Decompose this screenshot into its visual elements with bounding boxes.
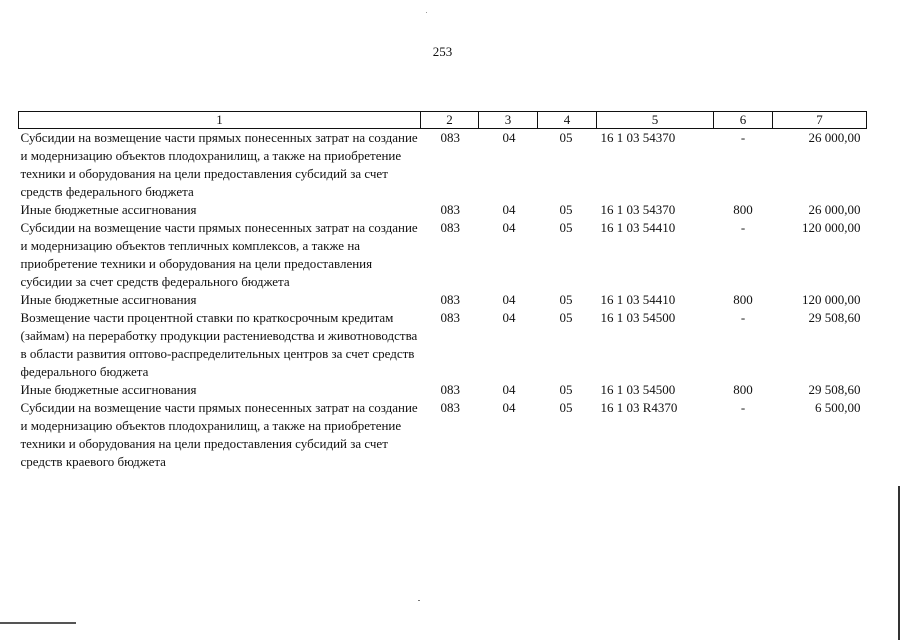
row-amount: 120 000,00 <box>802 292 861 307</box>
row-subsection: 05 <box>559 202 573 217</box>
row-expense-type: 800 <box>733 382 753 397</box>
row-amount: 6 500,00 <box>815 400 861 415</box>
row-name: Иные бюджетные ассигнования <box>20 202 197 217</box>
row-name: Иные бюджетные ассигнования <box>20 382 197 397</box>
table-row <box>19 219 867 291</box>
row-subsection: 05 <box>559 130 573 145</box>
column-header-3: 3 <box>479 112 538 129</box>
column-header-7: 7 <box>773 112 867 129</box>
column-header-4: 4 <box>538 112 597 129</box>
column-header-1: 1 <box>19 112 421 129</box>
row-target-article: 16 1 03 54410 <box>600 292 676 307</box>
row-name: Субсидии на возмещение части прямых понесенных затрат на создание и модернизацию объектов плодохранилищ, а также на приобретение техники и оборудования на цели предоставления субсидий за счет средств федерального бюджета <box>20 130 418 199</box>
row-expense-type: - <box>740 310 746 325</box>
table-row <box>19 399 867 471</box>
row-section: 04 <box>502 292 516 307</box>
page-number: 253 <box>432 44 453 59</box>
row-target-article: 16 1 03 54500 <box>600 382 676 397</box>
scan-speck <box>426 12 427 13</box>
row-section: 04 <box>502 382 516 397</box>
row-target-article: 16 1 03 54410 <box>600 220 676 235</box>
table-row <box>19 381 867 399</box>
row-code-ministry: 083 <box>440 400 460 415</box>
column-header-5: 5 <box>597 112 714 129</box>
row-code-ministry: 083 <box>440 220 460 235</box>
row-expense-type: - <box>740 130 746 145</box>
row-expense-type: 800 <box>733 202 753 217</box>
column-header-2: 2 <box>421 112 479 129</box>
scan-edge-line <box>898 486 900 640</box>
table-header-row <box>19 112 867 129</box>
row-subsection: 05 <box>559 292 573 307</box>
row-target-article: 16 1 03 54500 <box>600 310 676 325</box>
row-subsection: 05 <box>559 400 573 415</box>
row-amount: 29 508,60 <box>808 382 861 397</box>
row-target-article: 16 1 03 54370 <box>600 130 676 145</box>
row-amount: 29 508,60 <box>808 310 861 325</box>
row-section: 04 <box>502 220 516 235</box>
row-section: 04 <box>502 400 516 415</box>
row-section: 04 <box>502 130 516 145</box>
scan-edge-line <box>0 622 76 624</box>
row-amount: 26 000,00 <box>808 202 861 217</box>
row-amount: 26 000,00 <box>808 130 861 145</box>
table-row <box>19 201 867 219</box>
column-header-6: 6 <box>714 112 773 129</box>
row-code-ministry: 083 <box>440 310 460 325</box>
table-row <box>19 309 867 381</box>
row-subsection: 05 <box>559 382 573 397</box>
table-row <box>19 291 867 309</box>
row-section: 04 <box>502 310 516 325</box>
table-row <box>19 129 867 202</box>
row-name: Возмещение части процентной ставки по краткосрочным кредитам (займам) на переработку продукции растениеводства и животноводства в области развития оптово-распределительных центров за счет средств федерального бюджета <box>20 310 418 379</box>
row-code-ministry: 083 <box>440 292 460 307</box>
row-expense-type: - <box>740 220 746 235</box>
row-section: 04 <box>502 202 516 217</box>
row-expense-type: 800 <box>733 292 753 307</box>
scan-speck <box>418 600 420 601</box>
row-subsection: 05 <box>559 220 573 235</box>
row-target-article: 16 1 03 R4370 <box>600 400 678 415</box>
row-code-ministry: 083 <box>440 130 460 145</box>
row-target-article: 16 1 03 54370 <box>600 202 676 217</box>
row-code-ministry: 083 <box>440 202 460 217</box>
row-name: Субсидии на возмещение части прямых понесенных затрат на создание и модернизацию объектов тепличных комплексов, а также на приобретение техники и оборудования на цели предоставления субсидии за счет средств федерального бюджета <box>20 220 418 289</box>
budget-table <box>18 111 867 471</box>
row-expense-type: - <box>740 400 746 415</box>
row-code-ministry: 083 <box>440 382 460 397</box>
row-amount: 120 000,00 <box>802 220 861 235</box>
row-name: Иные бюджетные ассигнования <box>20 292 197 307</box>
row-subsection: 05 <box>559 310 573 325</box>
row-name: Субсидии на возмещение части прямых понесенных затрат на создание и модернизацию объектов плодохранилищ, а также на приобретение техники и оборудования на цели предоставления субсидий за счет средств краевого бюджета <box>20 400 418 469</box>
